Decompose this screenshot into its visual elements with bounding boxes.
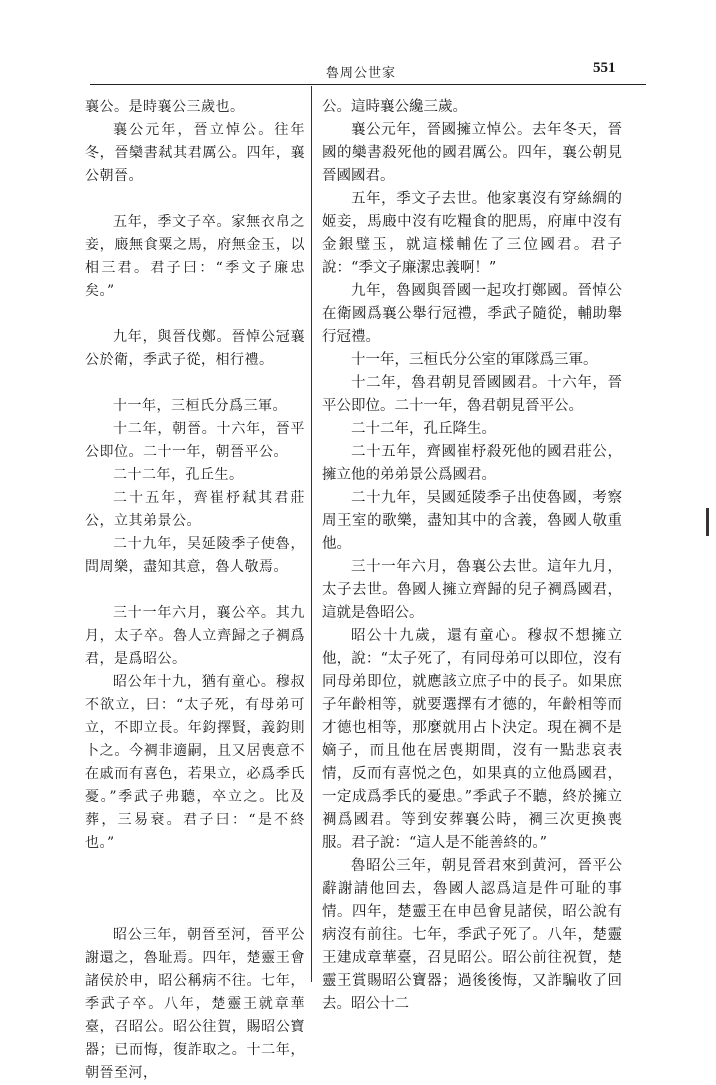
spacer	[85, 855, 305, 924]
spacer	[85, 188, 305, 211]
paragraph: 魯昭公三年，朝見晉君來到黄河，晉平公辭謝請他回去，魯國人認爲這是件可耻的事情。四年，楚靈王在申邑會見諸侯，昭公說有病沒有前往。七年，季武子死了。八年，楚靈王建成章華臺，召見昭公。昭公前往祝賀，楚靈王賞賜昭公寶器；過後後悔，又詐騙收了回去。昭公十二	[322, 858, 622, 1012]
header-rule	[90, 84, 646, 85]
page-header	[90, 0, 650, 82]
paragraph: 十二年，朝晉。十六年，晉平公即位。二十一年，朝晉平公。	[85, 421, 305, 460]
paragraph: 二十二年，孔丘生。	[113, 467, 244, 483]
column-divider	[311, 86, 312, 982]
spacer	[85, 303, 305, 326]
spacer	[85, 579, 305, 602]
paragraph: 公。這時襄公纔三歲。	[322, 99, 467, 115]
paragraph: 五年，季文子去世。他家裏沒有穿絲綢的姬妾，馬廄中沒有吃糧食的肥馬，府庫中沒有金銀璧玉，就這樣輔佐了三位國君。君子說：“季文子廉潔忠義啊！”	[322, 191, 622, 276]
paragraph: 二十九年，吴國延陵季子出使魯國，考察周王室的歌樂，盡知其中的含義，魯國人敬重他。	[322, 490, 622, 552]
page-number: 551	[593, 60, 616, 76]
paragraph: 昭公十九歲，還有童心。穆叔不想擁立他，說：“太子死了，有同母弟可以即位，沒有同母弟即位，就應該立庶子中的長子。如果庶子年齡相等，就要選擇有才德的，年齡相等而才德也相等，那麼就用占卜決定。現在裯不是嫡子，而且他在居喪期間，沒有一點悲哀表情，反而有喜悦之色，如果真的立他爲國君，一定成爲季氏的憂患。”季武子不聽，終於擁立裯爲國君。等到安葬襄公時，裯三次更換喪服。君子說：“這人是不能善終的。”	[322, 628, 622, 851]
paragraph: 九年，魯國與晉國一起攻打鄭國。晉悼公在衛國爲襄公舉行冠禮，季武子隨從，輔助舉行冠禮。	[322, 283, 622, 345]
paragraph: 二十二年，孔丘降生。	[351, 421, 496, 437]
paragraph: 昭公年十九，猶有童心。穆叔不欲立，曰：“太子死，有母弟可立，不即立長。年鈞擇賢，義鈞則卜之。今裯非適嗣，且又居喪意不在戚而有喜色，若果立，必爲季氏憂。”季武子弗聽，卒立之。比及葬，三易衰。君子曰：“是不終也。”	[85, 674, 305, 851]
paragraph: 三十一年六月，魯襄公去世。這年九月，太子去世。魯國人擁立齊歸的兒子裯爲國君，這就是魯昭公。	[322, 559, 622, 621]
paragraph: 襄公元年，晉國擁立悼公。去年冬天，晉國的欒書殺死他的國君厲公。四年，襄公朝見晉國國君。	[322, 122, 622, 184]
paragraph: 昭公三年，朝晉至河，晉平公謝還之，魯耻焉。四年，楚靈王會諸侯於申，昭公稱病不往。七年，季武子卒。八年，楚靈王就章華臺，召昭公。昭公往賀，賜昭公寶器；已而悔，復詐取之。十二年，朝晉至河，	[85, 927, 305, 1081]
paragraph: 九年，與晉伐鄭。晉悼公冠襄公於衛，季武子從，相行禮。	[85, 329, 305, 368]
paragraph: 二十五年，齊國崔杼殺死他的國君莊公，擁立他的弟弟景公爲國君。	[322, 444, 622, 483]
paragraph: 十一年，三桓氏分爲三軍。	[113, 398, 287, 414]
translation-column	[322, 96, 622, 1016]
paragraph: 襄公。是時襄公三歲也。	[85, 99, 245, 115]
paragraph: 五年，季文子卒。家無衣帛之妾，廄無食粟之馬，府無金玉，以相三君。君子曰：“季文子廉忠矣。”	[85, 214, 305, 299]
paragraph: 二十九年，吴延陵季子使魯，問周樂，盡知其意，魯人敬焉。	[85, 536, 305, 575]
original-text-column	[85, 96, 305, 1085]
paragraph: 二十五年，齊崔杼弒其君莊公，立其弟景公。	[85, 490, 305, 529]
paragraph: 襄公元年，晉立悼公。往年冬，晉欒書弒其君厲公。四年，襄公朝晉。	[85, 122, 305, 184]
running-title: 魯周公世家	[326, 66, 397, 81]
spacer	[85, 372, 305, 395]
paragraph: 十二年，魯君朝見晉國國君。十六年，晉平公即位。二十一年，魯君朝見晉平公。	[322, 375, 622, 414]
scan-edge-mark	[706, 508, 709, 536]
paragraph: 十一年，三桓氏分公室的軍隊爲三軍。	[351, 352, 598, 368]
paragraph: 三十一年六月，襄公卒。其九月，太子卒。魯人立齊歸之子裯爲君，是爲昭公。	[85, 605, 305, 667]
